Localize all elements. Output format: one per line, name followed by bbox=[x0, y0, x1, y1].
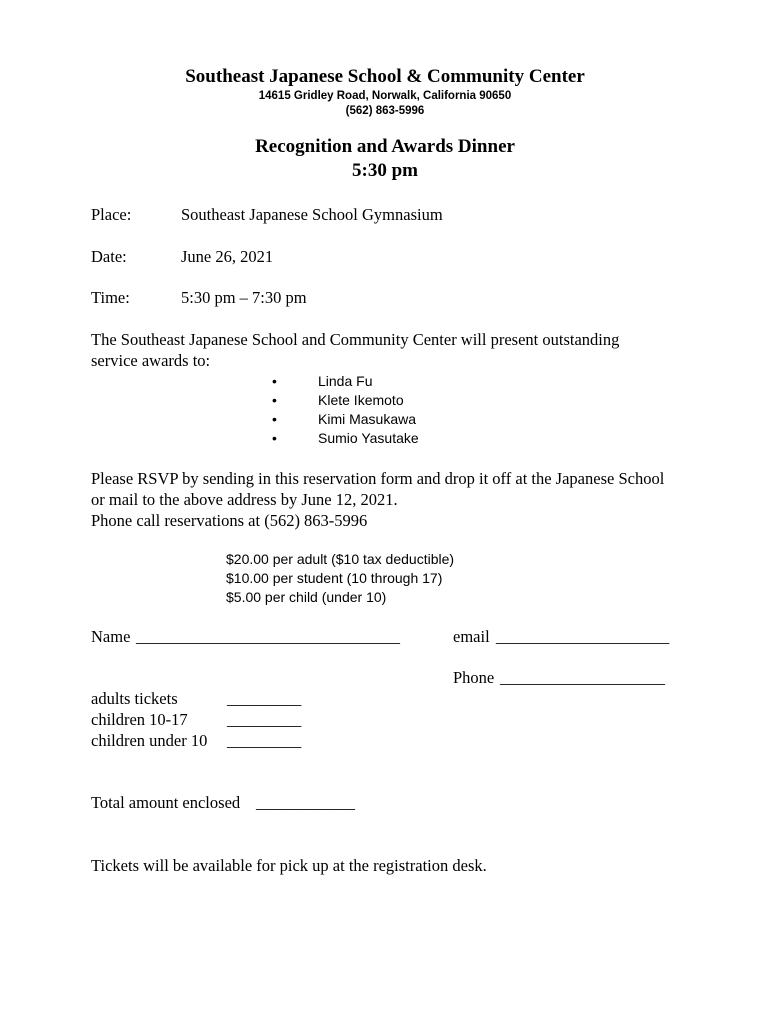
date-value: June 26, 2021 bbox=[181, 247, 274, 266]
event-title: Recognition and Awards Dinner bbox=[255, 136, 515, 157]
price-child: $5.00 per child (under 10) bbox=[226, 589, 387, 605]
adult-tickets-field[interactable]: _________ bbox=[227, 689, 302, 708]
bullet-icon: • bbox=[272, 411, 277, 427]
name-label: Name bbox=[91, 627, 131, 646]
date-label: Date: bbox=[91, 247, 127, 266]
organization-name: Southeast Japanese School & Community Center bbox=[185, 66, 585, 87]
intro-line-1: The Southeast Japanese School and Community Center will present outstanding bbox=[91, 330, 620, 349]
awardee-name: Linda Fu bbox=[318, 373, 373, 389]
children-10-17-field[interactable]: _________ bbox=[227, 710, 302, 729]
email-field[interactable]: _____________________ bbox=[496, 627, 670, 646]
intro-line-2: service awards to: bbox=[91, 351, 211, 370]
time-value: 5:30 pm – 7:30 pm bbox=[181, 288, 307, 307]
awardee-name: Sumio Yasutake bbox=[318, 430, 419, 446]
organization-address: 14615 Gridley Road, Norwalk, California 90650 bbox=[258, 90, 512, 102]
awardee-name: Klete Ikemoto bbox=[318, 392, 404, 408]
name-field[interactable]: ________________________________ bbox=[136, 627, 400, 646]
organization-phone: (562) 863-5996 bbox=[345, 105, 425, 117]
total-field[interactable]: ____________ bbox=[256, 793, 355, 812]
bullet-icon: • bbox=[272, 430, 277, 446]
place-label: Place: bbox=[91, 205, 132, 224]
children-under-10-label: children under 10 bbox=[91, 731, 208, 750]
event-time: 5:30 pm bbox=[352, 160, 418, 181]
adult-tickets-label: adults tickets bbox=[91, 689, 178, 708]
email-label: email bbox=[453, 627, 490, 646]
children-10-17-label: children 10-17 bbox=[91, 710, 188, 729]
bullet-icon: • bbox=[272, 373, 277, 389]
pickup-note: Tickets will be available for pick up at the registration desk. bbox=[91, 856, 487, 875]
place-value: Southeast Japanese School Gymnasium bbox=[181, 205, 443, 224]
phone-field[interactable]: ____________________ bbox=[500, 668, 665, 687]
awardee-name: Kimi Masukawa bbox=[318, 411, 417, 427]
phone-label: Phone bbox=[453, 668, 495, 687]
bullet-icon: • bbox=[272, 392, 277, 408]
rsvp-line-2: or mail to the above address by June 12, 2021. bbox=[91, 490, 398, 509]
rsvp-line-3: Phone call reservations at (562) 863-5996 bbox=[91, 511, 368, 530]
total-label: Total amount enclosed bbox=[91, 793, 241, 812]
price-adult: $20.00 per adult ($10 tax deductible) bbox=[226, 551, 455, 567]
time-label: Time: bbox=[91, 288, 130, 307]
rsvp-line-1: Please RSVP by sending in this reservation form and drop it off at the Japanese School bbox=[91, 469, 665, 488]
children-under-10-field[interactable]: _________ bbox=[227, 731, 302, 750]
price-student: $10.00 per student (10 through 17) bbox=[226, 570, 443, 586]
